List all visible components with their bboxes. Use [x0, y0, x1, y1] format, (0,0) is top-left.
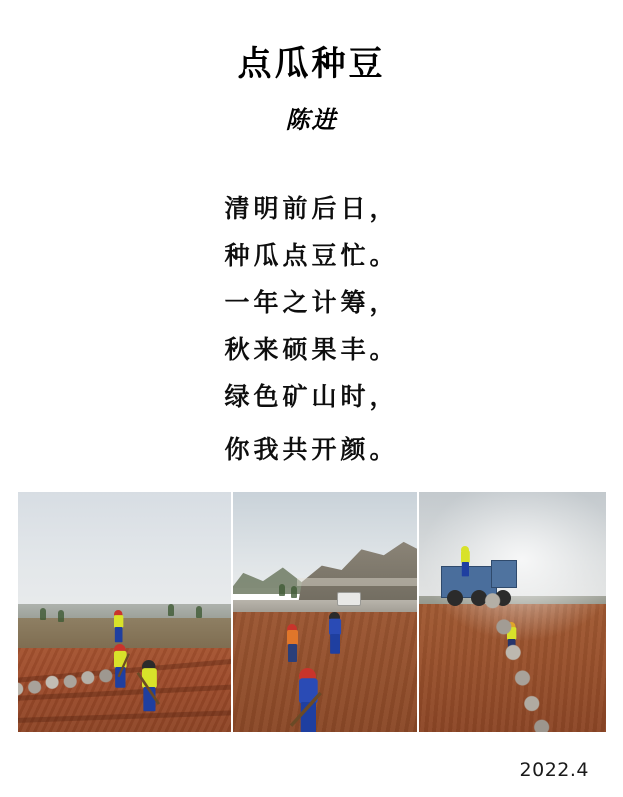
poem-line: 你我共开颜。	[224, 435, 399, 464]
tree-icon	[279, 584, 285, 596]
tree-icon	[196, 606, 202, 618]
photo-dump-truck-slope	[419, 492, 606, 732]
poem-line: 绿色矿山时，	[224, 382, 399, 411]
page-title: 点瓜种豆	[237, 44, 386, 84]
poem-body	[0, 185, 623, 473]
truck-cab	[491, 560, 517, 588]
author-signature: 陈进	[285, 105, 338, 134]
date-label: 2022.4	[519, 759, 589, 781]
tree-icon	[291, 586, 297, 598]
tree-icon	[40, 608, 46, 620]
truck-wheel	[447, 590, 463, 606]
poem-line: 秋来硕果丰。	[224, 335, 399, 364]
trousers	[330, 634, 340, 654]
safety-vest	[114, 615, 123, 628]
safety-vest	[329, 619, 341, 636]
trousers	[115, 627, 123, 642]
tree-icon	[58, 610, 64, 622]
trousers	[462, 562, 469, 576]
safety-vest	[461, 551, 470, 563]
trousers	[288, 644, 297, 662]
red-soil-ground	[233, 612, 417, 732]
poem-line: 种瓜点豆忙。	[224, 241, 399, 270]
truck-icon	[337, 592, 361, 606]
safety-vest	[287, 630, 298, 645]
poem-line: 清明前后日，	[224, 194, 399, 223]
photo-quarry-road	[233, 492, 417, 732]
quarry-bench	[297, 578, 417, 586]
photo-workers-planting	[18, 492, 231, 732]
sky	[18, 492, 231, 620]
tree-icon	[168, 604, 174, 616]
photo-strip	[18, 492, 606, 732]
poem-line: 一年之计筹，	[224, 288, 399, 317]
